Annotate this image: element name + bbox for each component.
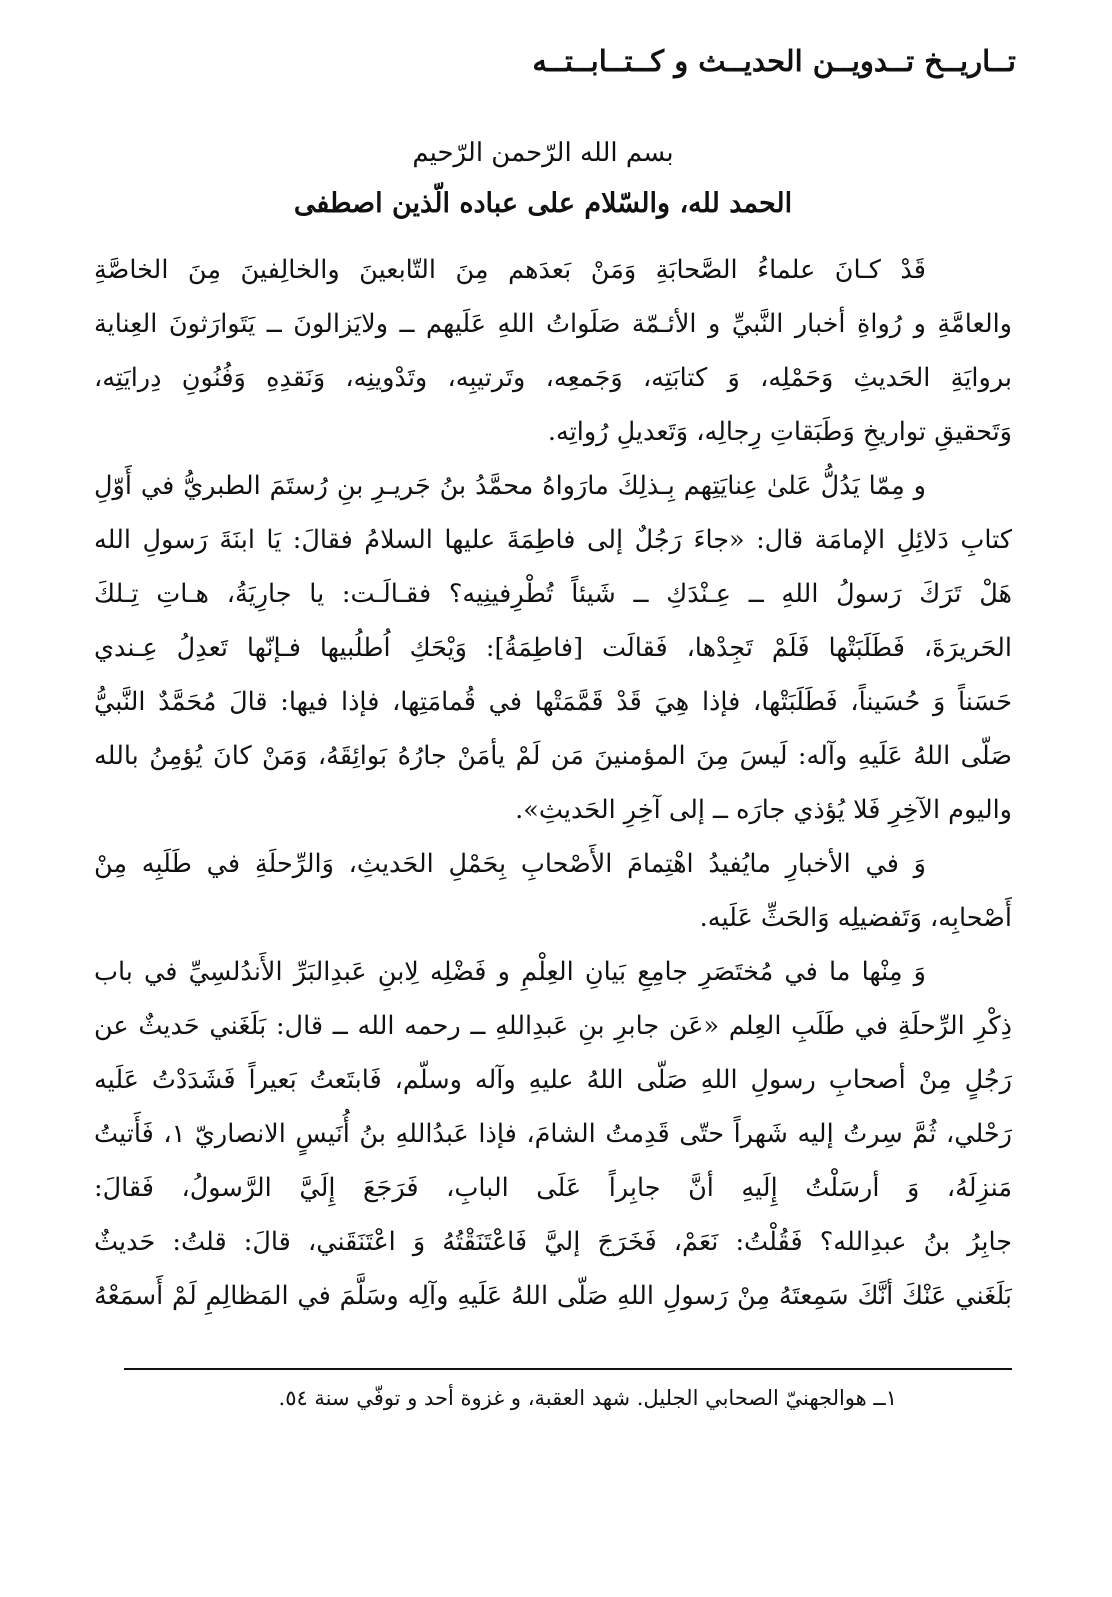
paragraph-3 xyxy=(94,837,1012,945)
text-line: رَجُلٍ مِنْ أصحابِ رسولِ اللهِ صَلّى اللهُ عليهِ وآله وسلّم، فَابتَعتُ بَعيراً فَشَدَدْتُ عَلَيه xyxy=(94,1065,1012,1095)
text-line: جابِرُ بنُ عبدِالله؟ فَقُلْتُ: نَعَمْ، فَخَرَجَ إليَّ فَاعْتَنَقْتُهُ وَ اعْتَنَقَني، قالَ: قلتُ: حَديثٌ xyxy=(94,1227,1012,1257)
footnote: ١ــ هوالجهنيّ الصحابي الجليل. شهد العقبة، و غزوة أحد و توفّي سنة ٥٤. xyxy=(278,1386,897,1410)
text-line: هَلْ تَرَكَ رَسولُ اللهِ ــ عِـنْدَكِ ــ شَيئاً تُطْرِفينِيه؟ فقـالَـت: يا جارِيَةُ، هـاتِ تِـلكَ xyxy=(94,579,1012,609)
basmala: بسم الله الرّحمن الرّحيم xyxy=(412,138,674,168)
text-line: مَنزِلَهُ، وَ أرسَلْتُ إِلَيهِ أنَّ جابِراً عَلَى البابِ، فَرَجَعَ إِلَيَّ الرَّسولُ، فَقالَ: xyxy=(94,1173,1012,1203)
text-line: بروايَةِ الحَديثِ وَحَمْلِه، وَ كتابَتِه، وَجَمعِه، وتَرتيبِه، وتَدْوينِه، وَنَقدِهِ وَفُنُونِ دِرايَتِه، xyxy=(94,363,1012,393)
body-text xyxy=(94,243,1012,1323)
paragraph-4 xyxy=(94,945,1012,1323)
paragraph-1 xyxy=(94,243,1012,459)
running-header: تــاريــخ تــدويــن الحديــث و كــتــابــتــه xyxy=(532,44,1016,78)
text-line: ذِكْرِ الرِّحلَةِ في طَلَبِ العِلم «عَن جابرِ بنِ عَبدِاللهِ ــ رحمه الله ــ قال: بَلَغَني حَديثٌ عن xyxy=(94,1011,1012,1041)
text-line: بَلَغَني عَنْكَ أنَّكَ سَمِعتَهُ مِنْ رَسولِ اللهِ صَلّى اللهُ عَلَيهِ وآلِه وسَلَّمَ في المَظالِمِ لَمْ أَسمَعْهُ xyxy=(94,1281,1012,1311)
text-line: كتابِ دَلائِلِ الإمامَة قال: «جاءَ رَجُلٌ إلى فاطِمَةَ عليها السلامُ فقالَ: يَا ابنَةَ رَسولِ الله xyxy=(94,525,1012,555)
paragraph-2 xyxy=(94,459,1012,837)
text-line: الحَريرَةَ، فَطَلَبَتْها فَلَمْ تَجِدْها، فَقالَت [فاطِمَةُ]: وَيْحَكِ اُطلُبيها فـإنّها تَعدِلُ عِـندي xyxy=(94,633,1012,663)
text-line: حَسَناً وَ حُسَيناً، فَطَلَبَتْها، فإذا هِيَ قَدْ قَمَّمَتْها في قُمامَتِها، فإذا فيها: قالَ مُحَمَّدٌ النَّبيُّ xyxy=(94,687,1012,717)
text-line: والعامَّةِ و رُواةِ أخبار النَّبيِّ و الأئـمّة صَلَواتُ اللهِ عَلَيهم ــ ولايَزالونَ ــ يَتَوارَثونَ العِناية xyxy=(94,309,1012,339)
text-line: وَتَحقيقِ تواريخِ وَطَبَقاتِ رِجالِه، وَتَعديلِ رُواتِه. xyxy=(547,417,1012,447)
text-line: وَ في الأخبارِ مايُفيدُ اهْتِمامَ الأَصْحابِ بِحَمْلِ الحَديثِ، وَالرِّحلَةِ في طَلَبِه مِنْ xyxy=(94,849,926,879)
text-line: و مِمّا يَدُلُّ عَلىٰ عِنايَتِهم بِـذلِكَ مارَواهُ محمَّدُ بنُ جَريـرِ بنِ رُستَمَ الطبريُّ في أَوّلِ xyxy=(94,471,926,501)
text-line: قَدْ كـانَ علماءُ الصَّحابَةِ وَمَنْ بَعدَهم مِنَ التّابعينَ والخالِفينَ مِنَ الخاصَّةِ xyxy=(94,255,926,285)
invocation-heading: الحمد لله، والسّلام على عباده الّذين اصطفى xyxy=(293,188,793,219)
text-line: صَلّى اللهُ عَلَيهِ وآله: لَيسَ مِنَ المؤمنينَ مَن لَمْ يأمَنْ جارُهُ بَوائِقَهُ، وَمَنْ كانَ يُؤمِنُ بالله xyxy=(94,741,1012,771)
text-line: أَصْحابِه، وَتَفضيلِه وَالحَثِّ عَلَيه. xyxy=(699,903,1012,933)
text-line: وَ مِنْها ما في مُختَصَرِ جامِعِ بَيانِ العِلْمِ و فَضْلِه لِابنِ عَبدِالبَرِّ الأَندُلسِيِّ في باب xyxy=(94,957,926,987)
text-line: واليوم الآخِرِ فَلا يُؤذي جارَه ــ إلى آخِرِ الحَديثِ». xyxy=(515,795,1012,825)
text-line: رَحْلي، ثُمَّ سِرتُ إليه شَهراً حتّى قَدِمتُ الشامَ، فإذا عَبدُاللهِ بنُ أُنَيسٍ الانصاريّ ١، فَأَتيتُ xyxy=(94,1119,1012,1149)
footnote-divider xyxy=(124,1368,1012,1370)
